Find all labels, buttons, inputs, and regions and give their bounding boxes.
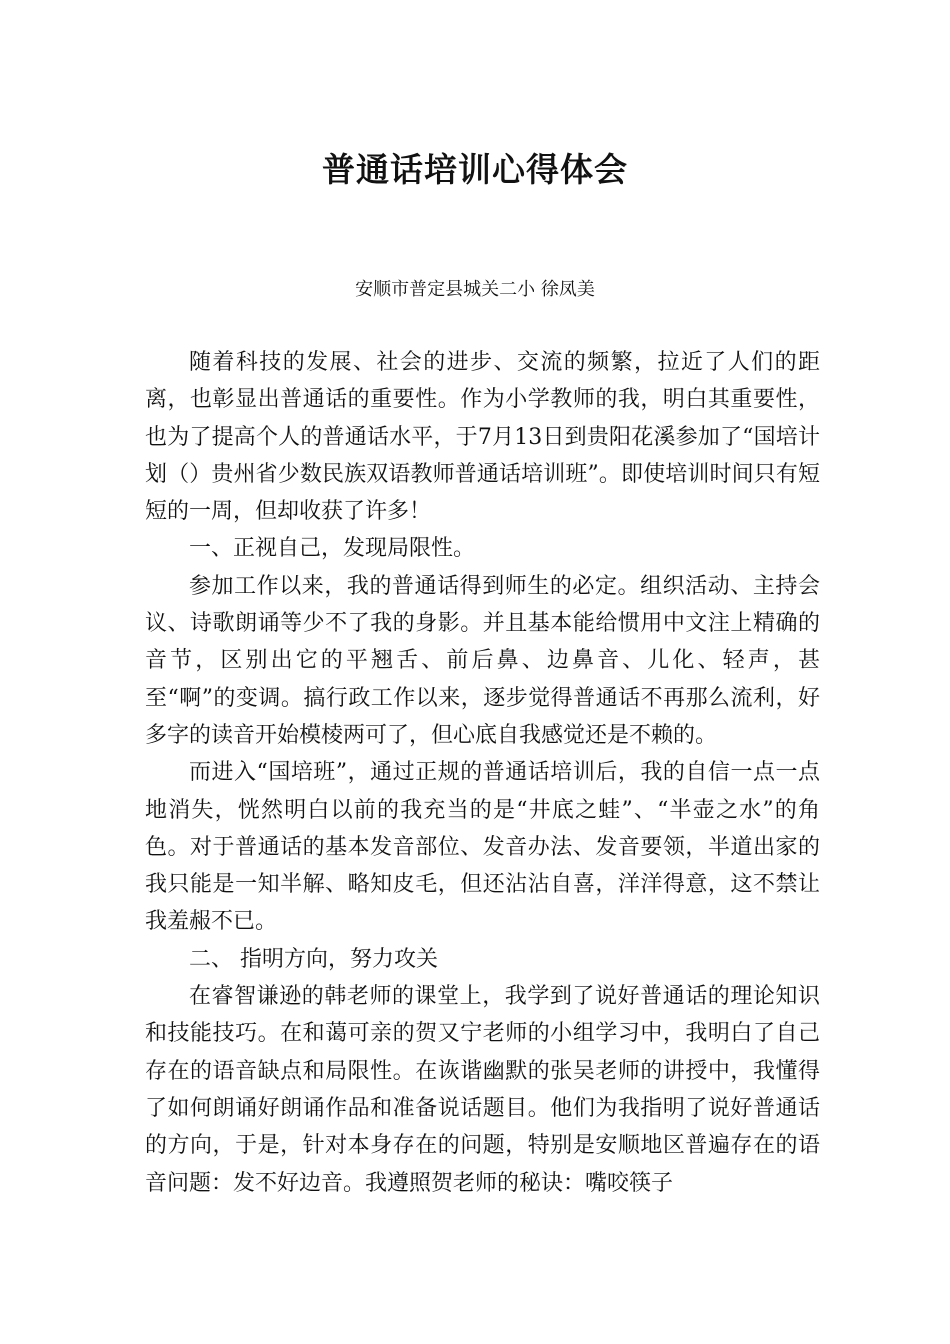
section-heading: 二、 指明方向，努力攻关 [189, 946, 438, 972]
document-body [145, 344, 820, 1202]
document-author: 安顺市普定县城关二小 徐凤美 [355, 279, 595, 300]
document-title: 普通话培训心得体会 [322, 150, 628, 189]
section-heading: 一、正视自己，发现局限性。 [189, 536, 476, 562]
paragraph: 参加工作以来，我的普通话得到师生的必定。组织活动、主持会议、诗歌朗诵等少不了我的身影。并且基本能给惯用中文注上精确的音节，区别出它的平翘舌、前后鼻、边鼻音、儿化、轻声，甚至“啊”的变调。搞行政工作以来，逐步觉得普通话不再那么流利，好多字的读音开始模棱两可了，但心底自我感觉还是不赖的。 [145, 573, 820, 748]
paragraph: 而进入“国培班”，通过正规的普通话培训后，我的自信一点一点地消失，恍然明白以前的我充当的是“井底之蛙”、“半壶之水”的角色。对于普通话的基本发音部位、发音办法、发音要领，半道出家的我只能是一知半解、略知皮毛，但还沾沾自喜，洋洋得意，这不禁让我羞赧不已。 [145, 760, 820, 935]
paragraph: 在睿智谦逊的韩老师的课堂上，我学到了说好普通话的理论知识和技能技巧。在和蔼可亲的贺又宁老师的小组学习中，我明白了自己存在的语音缺点和局限性。在诙谐幽默的张吴老师的讲授中，我懂得了如何朗诵好朗诵作品和准备说话题目。他们为我指明了说好普通话的方向，于是，针对本身存在的问题，特别是安顺地区普遍存在的语音问题：发不好边音。我遵照贺老师的秘诀：嘴咬筷子 [145, 984, 820, 1196]
paragraph: 随着科技的发展、社会的进步、交流的频繁，拉近了人们的距离，也彰显出普通话的重要性。作为小学教师的我，明白其重要性，也为了提高个人的普通话水平，于7月13日到贵阳花溪参加了“国培计划（）贵州省少数民族双语教师普通话培训班”。即使培训时间只有短短的一周，但却收获了许多！ [145, 350, 820, 525]
